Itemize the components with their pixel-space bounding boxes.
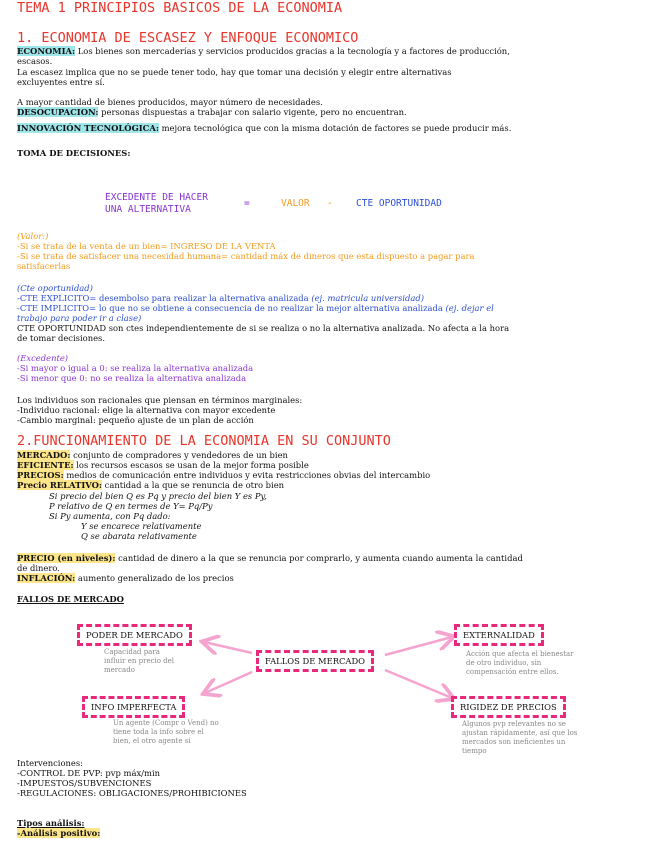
arrow-to-info: [205, 672, 252, 693]
rigidez-precios-box: RIGIDEZ DE PRECIOS: [451, 696, 566, 718]
eficiente-term: EFICIENTE:: [17, 460, 74, 470]
relativo-detail-1: Si precio del bien Q es Pq y precio del bien Y es Py,: [49, 491, 267, 501]
excedente-line-1: -Si mayor o igual a 0: se realiza la alternativa analizada: [17, 363, 254, 373]
mayor-line: A mayor cantidad de bienes producidos, mayor número de necesidades.: [17, 97, 323, 107]
relativo-detail-3: Si Py aumenta, con Pq dado:: [49, 511, 171, 521]
economia-term: ECONOMIA:: [17, 46, 76, 56]
precios-text: medios de comunicación entre individuos y evita restricciones obvias del intercambio: [63, 470, 431, 480]
precio-niveles-line-2: de dinero.: [17, 563, 60, 573]
relativo-term: Precio RELATIVO:: [17, 480, 102, 490]
formula-excedente-2: UNA ALTERNATIVA: [105, 204, 191, 215]
info-note: Un agente (Compr o Vend) no tiene toda la info sobre el bien, el otro agente si: [113, 719, 219, 745]
inflacion-text: aumento generalizado de los precios: [75, 573, 234, 583]
cte-line-5: de tomar decisiones.: [17, 333, 106, 343]
precio-niveles-line: [17, 553, 523, 563]
mercado-text: conjunto de compradores y vendedores de un bien: [70, 450, 288, 460]
poder-note: Capacidad para influir en precio del mercado: [104, 648, 175, 674]
poder-mercado-box: PODER DE MERCADO: [77, 624, 192, 646]
precio-niveles-text: cantidad de dinero a la que se renuncia por comprarlo, y aumenta cuando aumenta la cantidad: [115, 553, 523, 563]
mercado-term: MERCADO:: [17, 450, 71, 460]
toma-decisiones: TOMA DE DECISIONES:: [17, 148, 131, 158]
formula-cte: CTE OPORTUNIDAD: [356, 198, 442, 209]
precios-line: [17, 470, 430, 480]
cte-label: (Cte oportunidad): [17, 283, 93, 293]
excedente-label: (Excedente): [17, 353, 69, 363]
marginal-line-1: Los individuos son racionales que piensan en términos marginales:: [17, 395, 303, 405]
arrow-to-externalidad: [385, 637, 452, 655]
escasez-line-1: La escasez implica que no se puede tener todo, hay que tomar una decisión y elegir entre alternativas: [17, 67, 452, 77]
precio-niveles-term: PRECIO (en niveles):: [17, 553, 116, 563]
excedente-line-2: -Si menor que 0: no se realiza la alternativa analizada: [17, 373, 247, 383]
tipos-line-1: [17, 828, 100, 838]
tipos-title: Tipos análisis:: [17, 818, 85, 828]
relativo-detail-5: Q se abarata relativamente: [81, 531, 197, 541]
inflacion-line: [17, 573, 234, 583]
page-title: TEMA 1 PRINCIPIOS BASICOS DE LA ECONOMIA: [17, 0, 343, 16]
fallos-heading: FALLOS DE MERCADO: [17, 594, 124, 604]
intervenciones-line-1: -CONTROL DE PVP: pvp máx/min: [17, 768, 161, 778]
relativo-line: [17, 480, 284, 490]
cte-line-4: CTE OPORTUNIDAD son ctes independientemente de si se realiza o no la alternativa analizada. No afecta a la hora: [17, 323, 510, 333]
intervenciones-title: Intervenciones:: [17, 758, 83, 768]
economia-line: [17, 46, 510, 56]
innovacion-term: INNOVACIÓN TECNOLÓGICA:: [17, 123, 159, 133]
externalidad-box: EXTERNALIDAD: [454, 624, 544, 646]
eficiente-text: los recursos escasos se usan de la mejor forma posible: [73, 460, 309, 470]
intervenciones-line-3: -REGULACIONES: OBLIGACIONES/PROHIBICIONES: [17, 788, 247, 798]
cte-line-3: trabajo para poder ir a clase): [17, 313, 142, 323]
economia-text: Los bienes son mercaderías y servicios producidos gracias a la tecnología y a factores de producción,: [75, 46, 510, 56]
relativo-detail-4: Y se encarece relativamente: [81, 521, 202, 531]
desocupacion-term: DESOCUPACION:: [17, 107, 99, 117]
formula-minus: -: [327, 198, 333, 209]
precios-term: PRECIOS:: [17, 470, 64, 480]
valor-line-2: -Si se trata de satisfacer una necesidad humana= cantidad máx de dineros que esta dispuesto a pagar para: [17, 251, 475, 261]
escasez-line-2: excluyentes entre sí.: [17, 77, 105, 87]
desocupacion-line: [17, 107, 407, 117]
valor-line-3: satisfacerlas: [17, 261, 71, 271]
marginal-line-2: -Individuo racional: elige la alternativa con mayor excedente: [17, 405, 276, 415]
rigidez-note: Algunos pvp relevantes no se ajustan rápidamente, así que los mercados son ineficientes un tiempo: [462, 720, 578, 755]
fallos-center-box: FALLOS DE MERCADO: [256, 650, 374, 672]
cte-line-1: [17, 293, 424, 303]
intervenciones-line-2: -IMPUESTOS/SUBVENCIONES: [17, 778, 152, 788]
valor-line-1: -Si se trata de la venta de un bien= INGRESO DE LA VENTA: [17, 241, 276, 251]
cte-implicito: -CTE IMPLICITO= lo que no se obtiene a consecuencia de no realizar la mejor alternativa analizada: [17, 303, 443, 313]
cte-explicito: -CTE EXPLICITO= desembolso para realizar la alternativa analizada: [17, 293, 309, 303]
desocupacion-text: personas dispuestas a trabajar con salario vigente, pero no encuentran.: [98, 107, 407, 117]
cte-line-2: [17, 303, 494, 313]
relativo-detail-2: P relativo de Q en termes de Y= Pq/Py: [49, 501, 213, 511]
cte-implicito-example: (ej. dejar el: [442, 303, 494, 313]
inflacion-term: INFLACIÓN:: [17, 573, 76, 583]
arrow-to-poder: [204, 642, 252, 653]
arrow-to-rigidez: [385, 670, 452, 698]
formula-valor: VALOR: [281, 198, 310, 209]
externalidad-note: Acción que afecta el bienestar de otro individuo, sin compensación entre ellos.: [466, 650, 574, 676]
economia-line-2: escasos.: [17, 56, 53, 66]
section-2-heading: 2.FUNCIONAMIENTO DE LA ECONOMIA EN SU CONJUNTO: [17, 433, 391, 449]
analisis-positivo: -Análisis positivo:: [17, 828, 101, 838]
section-1-heading: 1. ECONOMIA DE ESCASEZ Y ENFOQUE ECONOMICO: [17, 30, 359, 46]
cte-explicito-example: (ej. matricula universidad): [308, 293, 424, 303]
formula-equals: =: [244, 198, 250, 209]
mercado-line: [17, 450, 288, 460]
innovacion-line: [17, 123, 511, 133]
info-imperfecta-box: INFO IMPERFECTA: [82, 696, 185, 718]
relativo-text: cantidad a la que se renuncia de otro bien: [101, 480, 285, 490]
marginal-line-3: -Cambio marginal: pequeño ajuste de un plan de acción: [17, 415, 254, 425]
formula-excedente-1: EXCEDENTE DE HACER: [105, 192, 208, 203]
valor-label: (Valor:): [17, 231, 49, 241]
innovacion-text: mejora tecnológica que con la misma dotación de factores se puede producir más.: [158, 123, 512, 133]
eficiente-line: [17, 460, 309, 470]
